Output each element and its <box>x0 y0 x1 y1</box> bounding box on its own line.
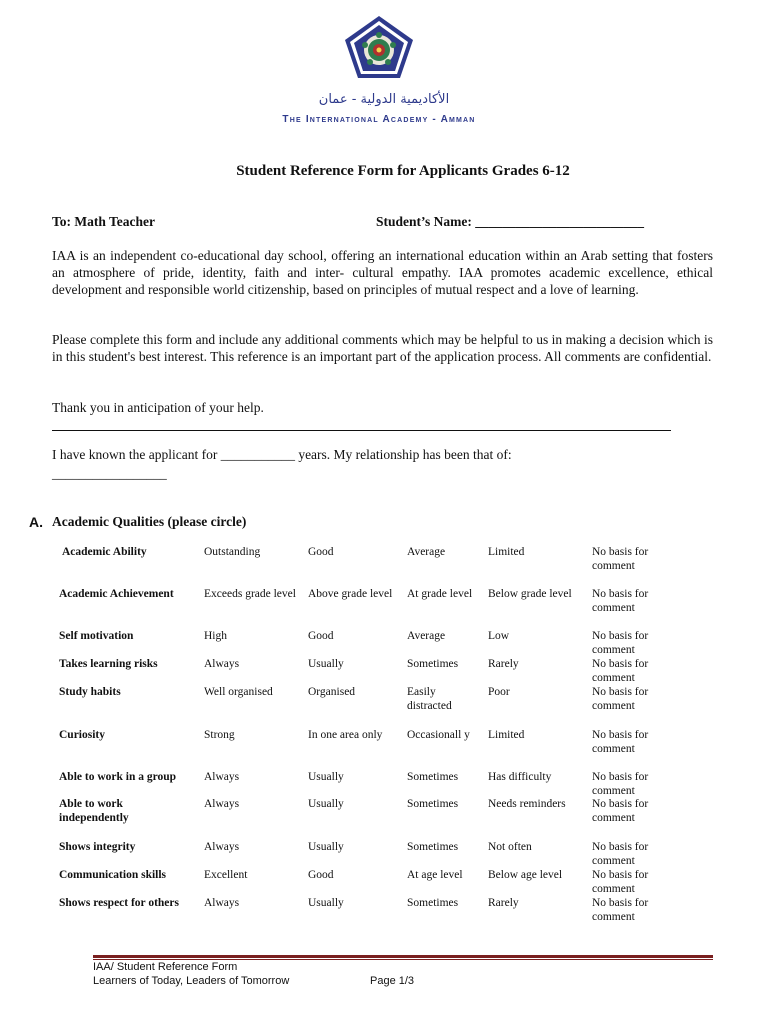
quality-option[interactable]: Well organised <box>204 686 273 698</box>
quality-label: Shows respect for others <box>59 897 179 909</box>
quality-option[interactable]: No basis for comment <box>592 546 649 572</box>
quality-label: Takes learning risks <box>59 658 158 670</box>
quality-option[interactable]: In one area only <box>308 729 383 741</box>
quality-option[interactable]: Occasionall y <box>407 729 470 741</box>
quality-option[interactable]: At age level <box>407 869 463 881</box>
school-name-arabic: الأكاديمية الدولية - عمان <box>318 92 450 107</box>
quality-option[interactable]: Rarely <box>488 658 519 670</box>
quality-option[interactable]: Usually <box>308 897 344 909</box>
quality-option[interactable]: Limited <box>488 546 525 558</box>
quality-option[interactable]: Limited <box>488 729 525 741</box>
quality-option[interactable]: No basis for comment <box>592 630 649 656</box>
quality-label: Able to work independently <box>59 798 129 824</box>
quality-option[interactable]: Usually <box>308 771 344 783</box>
quality-label: Academic Achievement <box>59 588 174 600</box>
to-line: To: Math Teacher <box>52 214 156 229</box>
quality-option[interactable]: Always <box>204 897 240 909</box>
quality-option[interactable]: Usually <box>308 841 344 853</box>
quality-option[interactable]: Average <box>407 546 446 558</box>
footer-motto: Learners of Today, Leaders of Tomorrow <box>93 975 290 987</box>
quality-option[interactable]: Organised <box>308 686 356 698</box>
footer-rule <box>93 955 713 958</box>
quality-option[interactable]: Always <box>204 798 240 810</box>
intro-paragraph: IAA is an independent co-educational day school, offering an international education within an Arab setting that fosters an atmosphere of pride, identity, faith and inter- cultural empathy. IAA promotes academic excellence, ethical development and responsible world citizenship, based on principles of mutual respect and a love of learning. <box>52 248 713 298</box>
quality-option[interactable]: Strong <box>204 729 235 741</box>
form-title: Student Reference Form for Applicants Grades 6-12 <box>236 163 570 179</box>
quality-option[interactable]: Low <box>488 630 510 642</box>
section-letter: A. <box>29 514 43 530</box>
school-name-english: The International Academy - Amman <box>282 114 476 125</box>
quality-option[interactable]: Needs reminders <box>488 798 566 810</box>
quality-option[interactable]: Average <box>407 630 446 642</box>
quality-option[interactable]: Above grade level <box>308 588 393 600</box>
quality-option[interactable]: Has difficulty <box>488 771 552 783</box>
quality-option[interactable]: No basis for comment <box>592 869 649 895</box>
student-name-field[interactable]: Student’s Name: _________________________ <box>376 214 644 229</box>
quality-option[interactable]: No basis for comment <box>592 771 649 797</box>
quality-option[interactable]: Outstanding <box>204 546 261 558</box>
relationship-field[interactable]: _________________ <box>52 466 167 481</box>
quality-option[interactable]: Good <box>308 546 334 558</box>
section-title: Academic Qualities (please circle) <box>52 514 247 529</box>
quality-label: Self motivation <box>59 630 134 642</box>
quality-label: Curiosity <box>59 729 105 741</box>
quality-label: Communication skills <box>59 869 167 881</box>
footer-rule-thin <box>93 959 713 960</box>
quality-option[interactable]: At grade level <box>407 588 473 600</box>
quality-label: Academic Ability <box>62 546 147 558</box>
quality-option[interactable]: No basis for comment <box>592 658 649 684</box>
quality-option[interactable]: Below age level <box>488 869 563 881</box>
quality-option[interactable]: Poor <box>488 686 510 698</box>
quality-option[interactable]: Always <box>204 771 240 783</box>
known-duration-field[interactable]: I have known the applicant for ___________ years. My relationship has been that of: <box>52 447 512 462</box>
quality-option[interactable]: Usually <box>308 798 344 810</box>
quality-option[interactable]: Always <box>204 658 240 670</box>
quality-option[interactable]: No basis for comment <box>592 588 649 614</box>
quality-option[interactable]: Sometimes <box>407 798 459 810</box>
quality-option[interactable]: Rarely <box>488 897 519 909</box>
quality-option[interactable]: Not often <box>488 841 532 853</box>
footer-page-number: Page 1/3 <box>370 975 415 987</box>
quality-label: Able to work in a group <box>59 771 177 783</box>
quality-option[interactable]: Usually <box>308 658 344 670</box>
footer-form-name: IAA/ Student Reference Form <box>93 961 238 973</box>
quality-option[interactable]: Below grade level <box>488 588 572 600</box>
quality-label: Shows integrity <box>59 841 136 853</box>
quality-option[interactable]: No basis for comment <box>592 841 649 867</box>
quality-option[interactable]: Sometimes <box>407 658 459 670</box>
quality-option[interactable]: No basis for comment <box>592 897 649 923</box>
quality-option[interactable]: Good <box>308 869 334 881</box>
quality-option[interactable]: Sometimes <box>407 897 459 909</box>
quality-option[interactable]: High <box>204 630 227 642</box>
quality-option[interactable]: Always <box>204 841 240 853</box>
quality-option[interactable]: Good <box>308 630 334 642</box>
quality-option[interactable]: Excellent <box>204 869 248 881</box>
quality-option[interactable]: Sometimes <box>407 841 459 853</box>
quality-option[interactable]: No basis for comment <box>592 729 649 755</box>
quality-option[interactable]: Easily distracted <box>407 686 452 712</box>
instructions-paragraph: Please complete this form and include any additional comments which may be helpful to us in making a decision which is in this student's best interest. This reference is an important part of the application process. All comments are confidential. <box>52 332 713 365</box>
thank-you-line: Thank you in anticipation of your help. <box>52 400 264 415</box>
quality-option[interactable]: Exceeds grade level <box>204 588 296 600</box>
quality-option[interactable]: Sometimes <box>407 771 459 783</box>
quality-option[interactable]: No basis for comment <box>592 686 649 712</box>
quality-option[interactable]: No basis for comment <box>592 798 649 824</box>
quality-label: Study habits <box>59 686 121 698</box>
